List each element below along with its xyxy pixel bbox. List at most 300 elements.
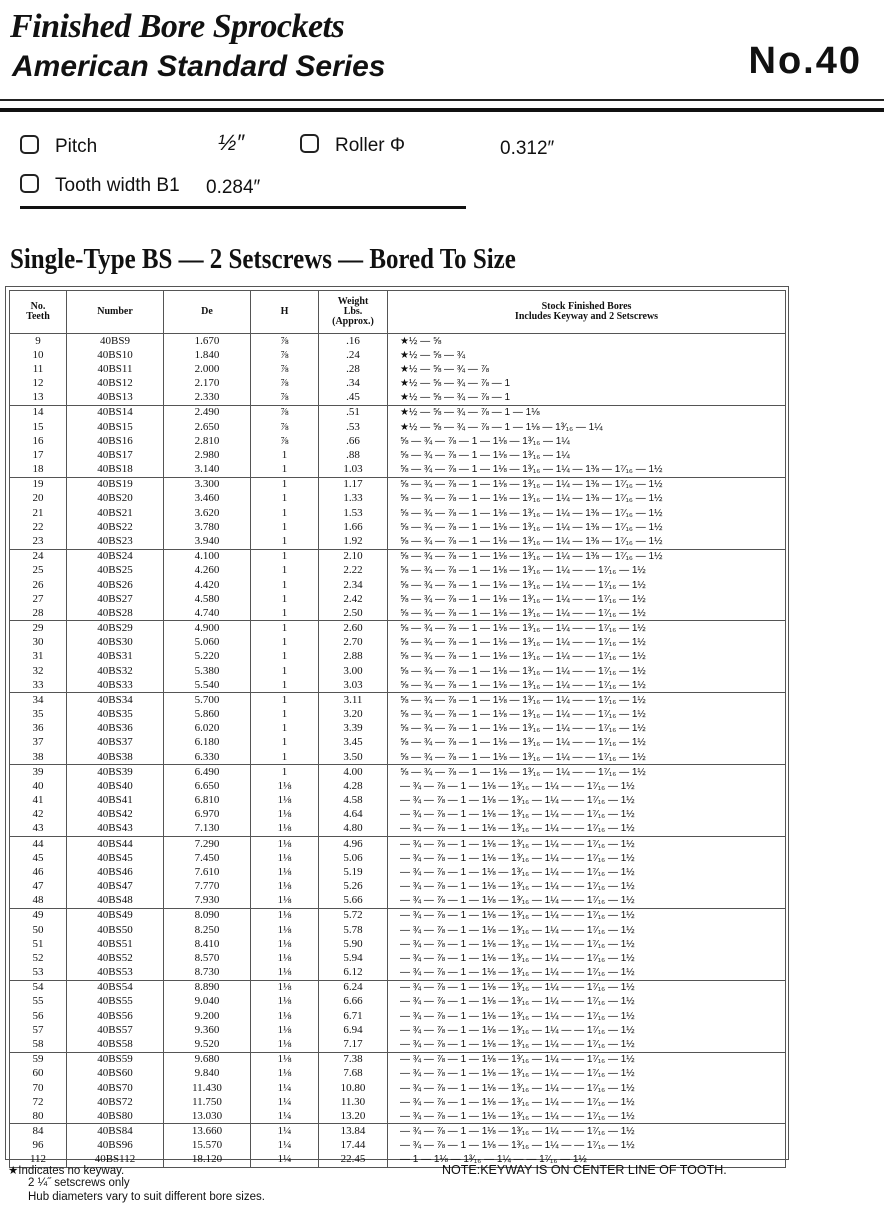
cell-h: 1⅛ xyxy=(251,937,319,951)
cell-bores: ⅝ — ¾ — ⅞ — 1 — 1⅛ — 1³⁄₁₆ — 1¼ — — 1⁷⁄₁₆ — 1½ xyxy=(388,650,786,664)
cell-h: ⅞ xyxy=(251,377,319,391)
cell-number: 40BS9 xyxy=(67,334,164,349)
cell-bores: ⅝ — ¾ — ⅞ — 1 — 1⅛ — 1³⁄₁₆ — 1¼ — 1⅜ — 1⁷⁄₁₆ — 1½ xyxy=(388,463,786,478)
cell-weight: 6.71 xyxy=(319,1009,388,1023)
cell-bores: ★½ — ⅝ — ¾ xyxy=(388,348,786,362)
cell-bores: — ¾ — ⅞ — 1 — 1⅛ — 1³⁄₁₆ — 1¼ — — 1⁷⁄₁₆ — 1½ xyxy=(388,880,786,894)
cell-h: 1¼ xyxy=(251,1095,319,1109)
col-header-h: H xyxy=(251,291,319,334)
cell-h: 1⅛ xyxy=(251,980,319,995)
cell-de: 13.030 xyxy=(164,1109,251,1124)
cell-h: 1⅛ xyxy=(251,880,319,894)
cell-de: 6.810 xyxy=(164,794,251,808)
cell-teeth: 25 xyxy=(10,564,67,578)
cell-number: 40BS30 xyxy=(67,636,164,650)
cell-teeth: 96 xyxy=(10,1139,67,1153)
cell-de: 2.650 xyxy=(164,420,251,434)
cell-h: 1 xyxy=(251,549,319,564)
cell-bores: — ¾ — ⅞ — 1 — 1⅛ — 1³⁄₁₆ — 1¼ — — 1⁷⁄₁₆ — 1½ xyxy=(388,908,786,923)
cell-bores: — ¾ — ⅞ — 1 — 1⅛ — 1³⁄₁₆ — 1¼ — — 1⁷⁄₁₆ — 1½ xyxy=(388,794,786,808)
cell-de: 3.460 xyxy=(164,492,251,506)
table-row xyxy=(10,606,786,621)
cell-number: 40BS39 xyxy=(67,765,164,780)
footnote-star: ★Indicates no keyway. xyxy=(8,1165,125,1177)
cell-number: 40BS26 xyxy=(67,578,164,592)
cell-bores: ⅝ — ¾ — ⅞ — 1 — 1⅛ — 1³⁄₁₆ — 1¼ — — 1⁷⁄₁₆ — 1½ xyxy=(388,707,786,721)
table-row xyxy=(10,362,786,376)
cell-de: 8.090 xyxy=(164,908,251,923)
cell-de: 4.740 xyxy=(164,606,251,621)
cell-h: 1¼ xyxy=(251,1124,319,1139)
tooth-width-spec xyxy=(20,175,180,197)
cell-weight: 3.03 xyxy=(319,678,388,693)
cell-number: 40BS59 xyxy=(67,1052,164,1067)
section-title: Single-Type BS — 2 Setscrews — Bored To Size xyxy=(10,243,516,275)
cell-h: 1⅛ xyxy=(251,794,319,808)
table-row xyxy=(10,520,786,534)
cell-de: 9.040 xyxy=(164,995,251,1009)
cell-h: 1¼ xyxy=(251,1109,319,1124)
cell-bores: — ¾ — ⅞ — 1 — 1⅛ — 1³⁄₁₆ — 1¼ — — 1⁷⁄₁₆ — 1½ xyxy=(388,1052,786,1067)
cell-number: 40BS58 xyxy=(67,1037,164,1052)
table-row xyxy=(10,980,786,995)
cell-weight: 6.66 xyxy=(319,995,388,1009)
cell-h: 1 xyxy=(251,492,319,506)
cell-de: 8.570 xyxy=(164,951,251,965)
cell-teeth: 47 xyxy=(10,880,67,894)
cell-h: 1 xyxy=(251,722,319,736)
cell-number: 40BS96 xyxy=(67,1139,164,1153)
cell-bores: — ¾ — ⅞ — 1 — 1⅛ — 1³⁄₁₆ — 1¼ — — 1⁷⁄₁₆ — 1½ xyxy=(388,1139,786,1153)
cell-weight: 22.45 xyxy=(319,1153,388,1168)
sprocket-table xyxy=(9,290,786,1168)
footnote-hub: Hub diameters vary to suit different bore sizes. xyxy=(28,1191,265,1203)
cell-de: 8.730 xyxy=(164,966,251,981)
cell-de: 13.660 xyxy=(164,1124,251,1139)
cell-weight: 3.20 xyxy=(319,707,388,721)
cell-number: 40BS27 xyxy=(67,592,164,606)
table-row xyxy=(10,951,786,965)
cell-bores: ⅝ — ¾ — ⅞ — 1 — 1⅛ — 1³⁄₁₆ — 1¼ — 1⅜ — 1⁷⁄₁₆ — 1½ xyxy=(388,492,786,506)
cell-h: 1⅛ xyxy=(251,923,319,937)
cell-de: 8.410 xyxy=(164,937,251,951)
cell-number: 40BS34 xyxy=(67,693,164,708)
cell-teeth: 17 xyxy=(10,448,67,462)
cell-number: 40BS36 xyxy=(67,722,164,736)
cell-bores: — ¾ — ⅞ — 1 — 1⅛ — 1³⁄₁₆ — 1¼ — — 1⁷⁄₁₆ — 1½ xyxy=(388,937,786,951)
cell-h: 1⅛ xyxy=(251,851,319,865)
cell-h: 1 xyxy=(251,664,319,678)
cell-de: 5.060 xyxy=(164,636,251,650)
cell-h: 1 xyxy=(251,520,319,534)
page-subtitle: American Standard Series xyxy=(12,50,386,83)
roller-value: 0.312″ xyxy=(500,138,555,159)
cell-weight: 3.39 xyxy=(319,722,388,736)
cell-h: 1⅛ xyxy=(251,808,319,822)
cell-bores: — ¾ — ⅞ — 1 — 1⅛ — 1³⁄₁₆ — 1¼ — — 1⁷⁄₁₆ — 1½ xyxy=(388,822,786,837)
cell-weight: 5.06 xyxy=(319,851,388,865)
cell-h: 1 xyxy=(251,477,319,492)
table-row xyxy=(10,693,786,708)
cell-h: ⅞ xyxy=(251,362,319,376)
cell-number: 40BS54 xyxy=(67,980,164,995)
cell-de: 6.970 xyxy=(164,808,251,822)
table-row xyxy=(10,808,786,822)
cell-weight: 1.66 xyxy=(319,520,388,534)
table-row xyxy=(10,664,786,678)
col-header-teeth: No. Teeth xyxy=(10,291,67,334)
cell-de: 5.220 xyxy=(164,650,251,664)
cell-teeth: 48 xyxy=(10,894,67,909)
cell-weight: 2.70 xyxy=(319,636,388,650)
cell-weight: 13.20 xyxy=(319,1109,388,1124)
cell-h: 1 xyxy=(251,606,319,621)
cell-h: 1⅛ xyxy=(251,1009,319,1023)
cell-de: 2.170 xyxy=(164,377,251,391)
cell-bores: — ¾ — ⅞ — 1 — 1⅛ — 1³⁄₁₆ — 1¼ — — 1⁷⁄₁₆ — 1½ xyxy=(388,1067,786,1081)
cell-h: ⅞ xyxy=(251,334,319,349)
table-row xyxy=(10,1139,786,1153)
cell-de: 5.860 xyxy=(164,707,251,721)
cell-teeth: 23 xyxy=(10,534,67,549)
cell-number: 40BS35 xyxy=(67,707,164,721)
footnote-setscrews: 2 ¼˝ setscrews only xyxy=(28,1177,130,1189)
cell-number: 40BS16 xyxy=(67,434,164,448)
cell-h: 1⅛ xyxy=(251,1023,319,1037)
cell-weight: .24 xyxy=(319,348,388,362)
cell-h: 1 xyxy=(251,650,319,664)
cell-bores: ⅝ — ¾ — ⅞ — 1 — 1⅛ — 1³⁄₁₆ — 1¼ — 1⅜ — 1⁷⁄₁₆ — 1½ xyxy=(388,477,786,492)
cell-de: 3.620 xyxy=(164,506,251,520)
cell-teeth: 53 xyxy=(10,966,67,981)
cell-teeth: 32 xyxy=(10,664,67,678)
cell-number: 40BS13 xyxy=(67,391,164,406)
cell-de: 9.200 xyxy=(164,1009,251,1023)
cell-de: 7.450 xyxy=(164,851,251,865)
cell-weight: 5.94 xyxy=(319,951,388,965)
table-row xyxy=(10,420,786,434)
cell-teeth: 59 xyxy=(10,1052,67,1067)
table-row xyxy=(10,405,786,420)
cell-teeth: 60 xyxy=(10,1067,67,1081)
cell-weight: 11.30 xyxy=(319,1095,388,1109)
cell-weight: 17.44 xyxy=(319,1139,388,1153)
cell-teeth: 41 xyxy=(10,794,67,808)
table-row xyxy=(10,348,786,362)
cell-teeth: 36 xyxy=(10,722,67,736)
cell-bores: ⅝ — ¾ — ⅞ — 1 — 1⅛ — 1³⁄₁₆ — 1¼ — — 1⁷⁄₁₆ — 1½ xyxy=(388,678,786,693)
cell-teeth: 39 xyxy=(10,765,67,780)
table-row xyxy=(10,822,786,837)
cell-teeth: 50 xyxy=(10,923,67,937)
keyway-note: NOTE:KEYWAY IS ON CENTER LINE OF TOOTH. xyxy=(442,1163,727,1177)
cell-teeth: 13 xyxy=(10,391,67,406)
cell-number: 40BS32 xyxy=(67,664,164,678)
cell-teeth: 112 xyxy=(10,1153,67,1168)
cell-number: 40BS47 xyxy=(67,880,164,894)
cell-teeth: 12 xyxy=(10,377,67,391)
cell-weight: .66 xyxy=(319,434,388,448)
cell-bores: ★½ — ⅝ — ¾ — ⅞ — 1 — 1⅛ xyxy=(388,405,786,420)
cell-weight: 1.53 xyxy=(319,506,388,520)
cell-number: 40BS42 xyxy=(67,808,164,822)
cell-number: 40BS51 xyxy=(67,937,164,951)
table-row xyxy=(10,707,786,721)
cell-bores: ⅝ — ¾ — ⅞ — 1 — 1⅛ — 1³⁄₁₆ — 1¼ — — 1⁷⁄₁₆ — 1½ xyxy=(388,636,786,650)
cell-number: 40BS53 xyxy=(67,966,164,981)
table-row xyxy=(10,837,786,852)
table-row xyxy=(10,1081,786,1095)
cell-h: 1¼ xyxy=(251,1139,319,1153)
cell-number: 40BS28 xyxy=(67,606,164,621)
table-row xyxy=(10,564,786,578)
cell-bores: — 1 — 1⅛ — 1³⁄₁₆ — 1¼ — — 1⁷⁄₁₆ — 1½ xyxy=(388,1153,786,1168)
cell-teeth: 34 xyxy=(10,693,67,708)
cell-number: 40BS24 xyxy=(67,549,164,564)
cell-teeth: 72 xyxy=(10,1095,67,1109)
cell-h: 1⅛ xyxy=(251,837,319,852)
cell-h: ⅞ xyxy=(251,348,319,362)
cell-weight: 4.80 xyxy=(319,822,388,837)
cell-bores: — ¾ — ⅞ — 1 — 1⅛ — 1³⁄₁₆ — 1¼ — — 1⁷⁄₁₆ — 1½ xyxy=(388,980,786,995)
cell-h: 1 xyxy=(251,621,319,636)
table-row xyxy=(10,621,786,636)
tooth-width-label: Tooth width B1 xyxy=(55,175,180,196)
cell-weight: 5.19 xyxy=(319,865,388,879)
cell-bores: ⅝ — ¾ — ⅞ — 1 — 1⅛ — 1³⁄₁₆ — 1¼ — 1⅜ — 1⁷⁄₁₆ — 1½ xyxy=(388,549,786,564)
cell-number: 40BS38 xyxy=(67,750,164,765)
header-rule-thick xyxy=(0,108,884,112)
cell-bores: — ¾ — ⅞ — 1 — 1⅛ — 1³⁄₁₆ — 1¼ — — 1⁷⁄₁₆ — 1½ xyxy=(388,1081,786,1095)
cell-number: 40BS22 xyxy=(67,520,164,534)
cell-bores: — ¾ — ⅞ — 1 — 1⅛ — 1³⁄₁₆ — 1¼ — — 1⁷⁄₁₆ — 1½ xyxy=(388,1124,786,1139)
cell-de: 2.810 xyxy=(164,434,251,448)
cell-de: 11.430 xyxy=(164,1081,251,1095)
cell-h: 1 xyxy=(251,636,319,650)
cell-h: 1⅛ xyxy=(251,1052,319,1067)
cell-weight: .28 xyxy=(319,362,388,376)
cell-weight: .16 xyxy=(319,334,388,349)
cell-h: ⅞ xyxy=(251,391,319,406)
cell-teeth: 14 xyxy=(10,405,67,420)
cell-weight: 2.50 xyxy=(319,606,388,621)
cell-weight: 3.45 xyxy=(319,736,388,750)
cell-bores: ⅝ — ¾ — ⅞ — 1 — 1⅛ — 1³⁄₁₆ — 1¼ — — 1⁷⁄₁₆ — 1½ xyxy=(388,736,786,750)
cell-bores: ⅝ — ¾ — ⅞ — 1 — 1⅛ — 1³⁄₁₆ — 1¼ — — 1⁷⁄₁₆ — 1½ xyxy=(388,592,786,606)
cell-de: 5.540 xyxy=(164,678,251,693)
cell-weight: 6.24 xyxy=(319,980,388,995)
tooth-width-value: 0.284″ xyxy=(206,177,261,198)
cell-weight: 3.00 xyxy=(319,664,388,678)
cell-teeth: 56 xyxy=(10,1009,67,1023)
roller-spec xyxy=(300,135,405,157)
cell-weight: 1.92 xyxy=(319,534,388,549)
cell-teeth: 54 xyxy=(10,980,67,995)
table-row xyxy=(10,736,786,750)
cell-number: 40BS56 xyxy=(67,1009,164,1023)
cell-bores: — ¾ — ⅞ — 1 — 1⅛ — 1³⁄₁₆ — 1¼ — — 1⁷⁄₁₆ — 1½ xyxy=(388,865,786,879)
table-row xyxy=(10,678,786,693)
cell-bores: ⅝ — ¾ — ⅞ — 1 — 1⅛ — 1³⁄₁₆ — 1¼ — 1⅜ — 1⁷⁄₁₆ — 1½ xyxy=(388,506,786,520)
table-row xyxy=(10,534,786,549)
cell-teeth: 15 xyxy=(10,420,67,434)
cell-teeth: 19 xyxy=(10,477,67,492)
cell-h: ⅞ xyxy=(251,420,319,434)
table-row xyxy=(10,851,786,865)
cell-teeth: 21 xyxy=(10,506,67,520)
cell-number: 40BS15 xyxy=(67,420,164,434)
cell-teeth: 52 xyxy=(10,951,67,965)
cell-weight: 2.42 xyxy=(319,592,388,606)
pitch-label: Pitch xyxy=(55,136,98,157)
cell-bores: ⅝ — ¾ — ⅞ — 1 — 1⅛ — 1³⁄₁₆ — 1¼ — — 1⁷⁄₁₆ — 1½ xyxy=(388,750,786,765)
table-row xyxy=(10,1023,786,1037)
cell-de: 7.290 xyxy=(164,837,251,852)
cell-number: 40BS84 xyxy=(67,1124,164,1139)
cell-teeth: 45 xyxy=(10,851,67,865)
cell-weight: 3.50 xyxy=(319,750,388,765)
cell-weight: .45 xyxy=(319,391,388,406)
cell-de: 8.890 xyxy=(164,980,251,995)
cell-weight: 13.84 xyxy=(319,1124,388,1139)
cell-de: 6.650 xyxy=(164,779,251,793)
cell-teeth: 18 xyxy=(10,463,67,478)
cell-weight: 6.94 xyxy=(319,1023,388,1037)
cell-bores: — ¾ — ⅞ — 1 — 1⅛ — 1³⁄₁₆ — 1¼ — — 1⁷⁄₁₆ — 1½ xyxy=(388,1109,786,1124)
cell-de: 9.360 xyxy=(164,1023,251,1037)
table-body xyxy=(10,334,786,1168)
spec-rule xyxy=(20,206,466,209)
cell-bores: — ¾ — ⅞ — 1 — 1⅛ — 1³⁄₁₆ — 1¼ — — 1⁷⁄₁₆ — 1½ xyxy=(388,1023,786,1037)
cell-teeth: 28 xyxy=(10,606,67,621)
cell-weight: 5.26 xyxy=(319,880,388,894)
cell-bores: ★½ — ⅝ xyxy=(388,334,786,349)
table-row xyxy=(10,334,786,349)
cell-h: 1⅛ xyxy=(251,1037,319,1052)
cell-de: 9.840 xyxy=(164,1067,251,1081)
cell-weight: 4.58 xyxy=(319,794,388,808)
rounded-square-icon xyxy=(300,134,319,153)
table-row xyxy=(10,937,786,951)
cell-teeth: 26 xyxy=(10,578,67,592)
table-row xyxy=(10,894,786,909)
cell-bores: ⅝ — ¾ — ⅞ — 1 — 1⅛ — 1³⁄₁₆ — 1¼ — — 1⁷⁄₁₆ — 1½ xyxy=(388,564,786,578)
cell-weight: 5.78 xyxy=(319,923,388,937)
cell-bores: — ¾ — ⅞ — 1 — 1⅛ — 1³⁄₁₆ — 1¼ — — 1⁷⁄₁₆ — 1½ xyxy=(388,808,786,822)
cell-teeth: 24 xyxy=(10,549,67,564)
table-row xyxy=(10,477,786,492)
cell-number: 40BS20 xyxy=(67,492,164,506)
cell-de: 15.570 xyxy=(164,1139,251,1153)
cell-weight: 1.03 xyxy=(319,463,388,478)
table-row xyxy=(10,434,786,448)
cell-teeth: 35 xyxy=(10,707,67,721)
cell-number: 40BS45 xyxy=(67,851,164,865)
cell-de: 6.490 xyxy=(164,765,251,780)
cell-h: 1 xyxy=(251,592,319,606)
table-row xyxy=(10,779,786,793)
cell-bores: ⅝ — ¾ — ⅞ — 1 — 1⅛ — 1³⁄₁₆ — 1¼ xyxy=(388,434,786,448)
cell-weight: .34 xyxy=(319,377,388,391)
cell-teeth: 44 xyxy=(10,837,67,852)
cell-teeth: 58 xyxy=(10,1037,67,1052)
cell-de: 4.580 xyxy=(164,592,251,606)
cell-de: 7.770 xyxy=(164,880,251,894)
cell-de: 4.900 xyxy=(164,621,251,636)
cell-de: 18.120 xyxy=(164,1153,251,1168)
cell-teeth: 30 xyxy=(10,636,67,650)
cell-h: 1 xyxy=(251,564,319,578)
cell-number: 40BS46 xyxy=(67,865,164,879)
cell-teeth: 16 xyxy=(10,434,67,448)
table-header-row xyxy=(10,291,786,334)
cell-de: 2.980 xyxy=(164,448,251,462)
cell-bores: — ¾ — ⅞ — 1 — 1⅛ — 1³⁄₁₆ — 1¼ — — 1⁷⁄₁₆ — 1½ xyxy=(388,894,786,909)
cell-weight: 7.17 xyxy=(319,1037,388,1052)
cell-teeth: 51 xyxy=(10,937,67,951)
table-row xyxy=(10,794,786,808)
cell-teeth: 20 xyxy=(10,492,67,506)
cell-h: 1¼ xyxy=(251,1153,319,1168)
col-header-weight: Weight Lbs. (Approx.) xyxy=(319,291,388,334)
cell-weight: 4.00 xyxy=(319,765,388,780)
cell-bores: — ¾ — ⅞ — 1 — 1⅛ — 1³⁄₁₆ — 1¼ — — 1⁷⁄₁₆ — 1½ xyxy=(388,1095,786,1109)
cell-number: 40BS18 xyxy=(67,463,164,478)
cell-h: 1⅛ xyxy=(251,966,319,981)
cell-de: 9.680 xyxy=(164,1052,251,1067)
cell-bores: ⅝ — ¾ — ⅞ — 1 — 1⅛ — 1³⁄₁₆ — 1¼ xyxy=(388,448,786,462)
table-row xyxy=(10,1095,786,1109)
cell-weight: 1.17 xyxy=(319,477,388,492)
cell-number: 40BS60 xyxy=(67,1067,164,1081)
cell-weight: 7.38 xyxy=(319,1052,388,1067)
cell-de: 4.420 xyxy=(164,578,251,592)
cell-de: 2.490 xyxy=(164,405,251,420)
cell-bores: ⅝ — ¾ — ⅞ — 1 — 1⅛ — 1³⁄₁₆ — 1¼ — — 1⁷⁄₁₆ — 1½ xyxy=(388,578,786,592)
rounded-square-icon xyxy=(20,174,39,193)
col-header-number: Number xyxy=(67,291,164,334)
cell-teeth: 37 xyxy=(10,736,67,750)
cell-de: 2.000 xyxy=(164,362,251,376)
cell-number: 40BS31 xyxy=(67,650,164,664)
cell-h: 1 xyxy=(251,765,319,780)
rounded-square-icon xyxy=(20,135,39,154)
cell-de: 6.020 xyxy=(164,722,251,736)
cell-h: ⅞ xyxy=(251,434,319,448)
cell-bores: ★½ — ⅝ — ¾ — ⅞ — 1 xyxy=(388,391,786,406)
cell-h: 1¼ xyxy=(251,1081,319,1095)
cell-weight: .88 xyxy=(319,448,388,462)
cell-weight: 10.80 xyxy=(319,1081,388,1095)
cell-weight: .53 xyxy=(319,420,388,434)
table-row xyxy=(10,463,786,478)
cell-de: 7.930 xyxy=(164,894,251,909)
cell-h: 1⅛ xyxy=(251,995,319,1009)
cell-weight: 2.10 xyxy=(319,549,388,564)
table-row xyxy=(10,865,786,879)
table-row xyxy=(10,636,786,650)
table-row xyxy=(10,578,786,592)
cell-teeth: 46 xyxy=(10,865,67,879)
table-row xyxy=(10,995,786,1009)
cell-number: 40BS37 xyxy=(67,736,164,750)
cell-teeth: 57 xyxy=(10,1023,67,1037)
cell-de: 3.780 xyxy=(164,520,251,534)
cell-teeth: 38 xyxy=(10,750,67,765)
cell-weight: 3.11 xyxy=(319,693,388,708)
cell-h: 1 xyxy=(251,463,319,478)
cell-bores: — ¾ — ⅞ — 1 — 1⅛ — 1³⁄₁₆ — 1¼ — — 1⁷⁄₁₆ — 1½ xyxy=(388,966,786,981)
